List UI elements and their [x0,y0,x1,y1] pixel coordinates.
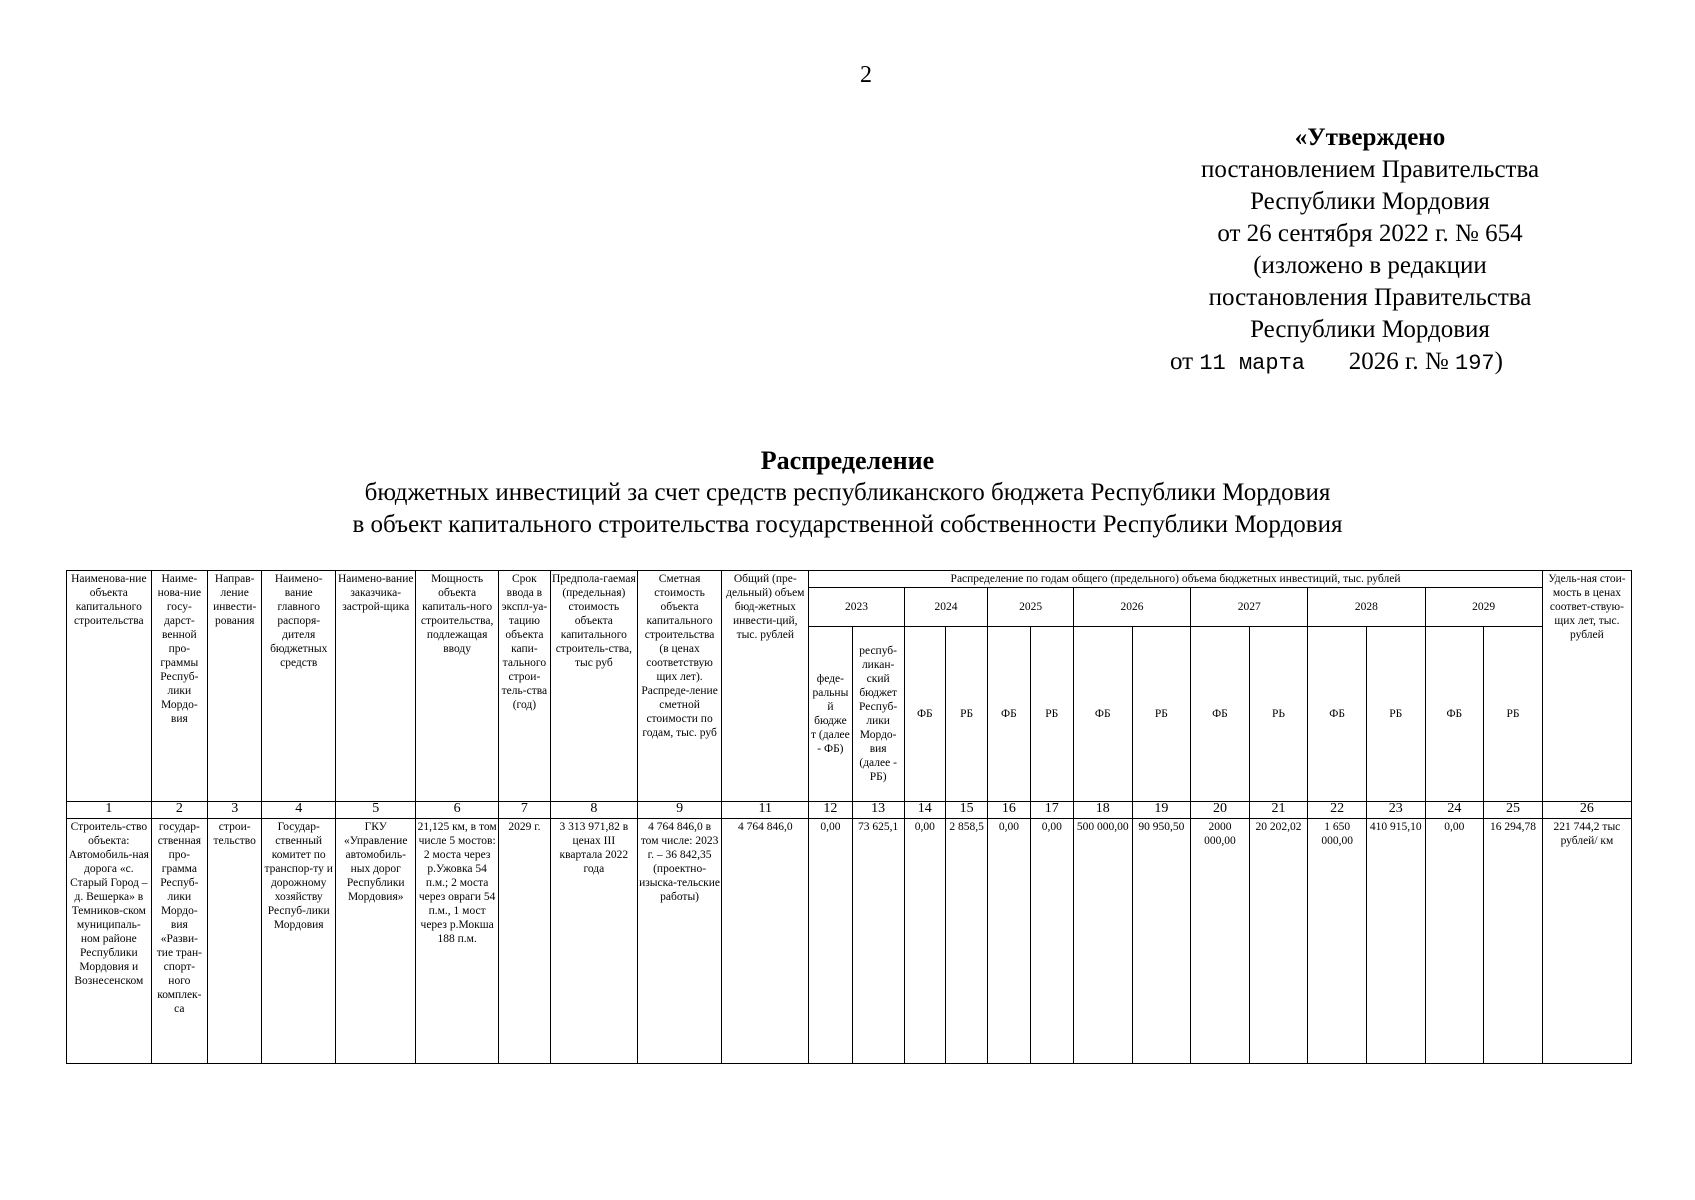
cell-2023-rb: 73 625,1 [852,819,904,1064]
column-number: 6 [416,802,498,819]
year-2029: 2029 [1425,588,1542,627]
subheader-rb: РБ [1366,627,1425,802]
investment-table [66,570,1632,1064]
column-number: 16 [988,802,1030,819]
column-number: 3 [208,802,262,819]
subheader-rb-alt: РЬ [1249,627,1308,802]
subheader-fb: ФБ [1308,627,1367,802]
cell-2025-rb: 0,00 [1030,819,1073,1064]
column-number: 8 [550,802,637,819]
header-estimated-cost: Предпола-гаемая (предельная) стоимость объекта капитального строитель-ства, тыс руб [550,571,637,802]
header-program-name: Наиме-нова-ние госу-дарст-венной про-граммы Респуб-лики Мордо-вия [151,571,207,802]
cell-2027-rb: 20 202,02 [1249,819,1308,1064]
approval-line: (изложено в редакции [1253,252,1487,279]
header-unit-cost: Удель-ная стои-мость в ценах соответ-ствую-щих лет, тыс. рублей [1542,571,1631,802]
page-number: 2 [860,62,872,88]
header-object-name: Наименова-ние объекта капитального строительства [67,571,152,802]
approval-prefix: от [1170,348,1200,375]
cell-estimated-cost: 3 313 971,82 в ценах III квартала 2022 года [550,819,637,1064]
document-title [0,445,1695,541]
approval-stamp [1150,122,1590,380]
cell-unit-cost: 221 744,2 тыс рублей/ км [1542,819,1631,1064]
cell-total-volume: 4 764 846,0 [722,819,809,1064]
column-number: 1 [67,802,152,819]
cell-2029-rb: 16 294,78 [1484,819,1543,1064]
approval-date-line [1150,346,1590,380]
header-customer: Наимено-вание заказчика-застрой-щика [336,571,416,802]
year-2026: 2026 [1073,588,1190,627]
column-number: 13 [852,802,904,819]
approval-mid: 2026 г. № [1304,348,1456,375]
approval-day: 11 марта [1199,351,1305,376]
column-number: 26 [1542,802,1631,819]
subheader-fb: ФБ [988,627,1030,802]
column-number: 19 [1132,802,1191,819]
column-number: 12 [809,802,852,819]
header-total-volume: Общий (пре-дельный) объем бюд-жетных инвести-ций, тыс. рублей [722,571,809,802]
column-number: 21 [1249,802,1308,819]
column-number: 22 [1308,802,1367,819]
cell-budget-cost: 4 764 846,0 в том числе: 2023 г. – 36 842,35 (проектно-изыска-тельские работы) [637,819,722,1064]
column-number: 11 [722,802,809,819]
approval-line: Республики Мордовия [1250,316,1490,343]
table-row [67,819,1632,1064]
column-number: 20 [1191,802,1250,819]
subheader-rb: РБ [1030,627,1073,802]
subheader-rb: РБ [945,627,987,802]
subheader-rb: РБ [1484,627,1543,802]
column-number: 17 [1030,802,1073,819]
subheader-rb-full: респуб-ликан-ский бюджет Респуб-лики Мордо-вия (далее - РБ) [852,627,904,802]
cell-2026-fb: 500 000,00 [1073,819,1132,1064]
approval-suffix: ) [1494,348,1503,375]
title-line: бюджетных инвестиций за счет средств республиканского бюджета Республики Мордовия [364,479,1331,506]
approval-number: 197 [1455,351,1495,376]
title-line: в объект капитального строительства государственной собственности Республики Мордовия [352,511,1343,538]
subheader-fb: ФБ [1425,627,1484,802]
header-capacity: Мощность объекта капиталь-ного строительства, подлежащая вводу [416,571,498,802]
subheader-fb-full: феде-ральны й бюдже т (далее - ФБ) [809,627,852,802]
header-distribution: Распределение по годам общего (предельного) объема бюджетных инвестиций, тыс. рублей [809,571,1543,588]
column-number: 24 [1425,802,1484,819]
column-number: 25 [1484,802,1543,819]
year-2025: 2025 [988,588,1074,627]
column-number: 9 [637,802,722,819]
cell-2027-fb: 2000 000,00 [1191,819,1250,1064]
header-manager: Наимено-вание главного распоря-дителя бюджетных средств [262,571,336,802]
year-2027: 2027 [1191,588,1308,627]
cell-2028-fb: 1 650 000,00 [1308,819,1367,1064]
approval-line: Республики Мордовия [1250,188,1490,215]
cell-direction: строи-тельство [208,819,262,1064]
approval-head: «Утверждено [1294,124,1446,151]
header-row [67,571,1632,588]
column-number: 2 [151,802,207,819]
subheader-fb: ФБ [1191,627,1250,802]
header-direction: Направ-ление инвести-рования [208,571,262,802]
cell-program-name: государ-ственная про-грамма Респуб-лики Мордо-вия «Разви-тие тран-спорт-ного комплек-са [151,819,207,1064]
year-2024: 2024 [904,588,988,627]
title-main: Распределение [760,446,935,475]
cell-term: 2029 г. [498,819,550,1064]
cell-2029-fb: 0,00 [1425,819,1484,1064]
year-2023: 2023 [809,588,904,627]
column-number: 5 [336,802,416,819]
cell-customer: ГКУ «Управление автомобиль-ных дорог Республики Мордовия» [336,819,416,1064]
approval-line: от 26 сентября 2022 г. № 654 [1217,220,1523,247]
cell-capacity: 21,125 км, в том числе 5 мостов: 2 моста через р.Ужовка 54 п.м.; 2 моста через овраги 54 п.м., 1 мост через р.Мокша 188 п.м. [416,819,498,1064]
column-number: 14 [904,802,945,819]
cell-2028-rb: 410 915,10 [1366,819,1425,1064]
header-budget-cost: Сметная стоимость объекта капитального строительства (в ценах соответствую щих лет). Распреде-ление сметной стоимости по годам, тыс. руб [637,571,722,802]
subheader-fb: ФБ [904,627,945,802]
cell-2026-rb: 90 950,50 [1132,819,1191,1064]
cell-manager: Государ-ственный комитет по транспор-ту и дорожному хозяйству Респуб-лики Мордовия [262,819,336,1064]
column-number: 23 [1366,802,1425,819]
cell-2023-fb: 0,00 [809,819,852,1064]
subheader-fb: ФБ [1073,627,1132,802]
header-term: Срок ввода в экспл-уа-тацию объекта капи-тального строи-тель-ства (год) [498,571,550,802]
cell-2024-rb: 2 858,5 [945,819,987,1064]
cell-2024-fb: 0,00 [904,819,945,1064]
column-number: 7 [498,802,550,819]
cell-2025-fb: 0,00 [988,819,1030,1064]
column-number: 18 [1073,802,1132,819]
year-2028: 2028 [1308,588,1425,627]
column-numbers-row [67,802,1632,819]
column-number: 15 [945,802,987,819]
approval-line: постановлением Правительства [1200,156,1540,183]
cell-object-name: Строитель-ство объекта: Автомобиль-ная дорога «с. Старый Город – д. Вешерка» в Темников-ском муниципаль-ном районе Республики Мордовия и Вознесенском [67,819,152,1064]
column-number: 4 [262,802,336,819]
subheader-rb: РБ [1132,627,1191,802]
approval-line: постановления Правительства [1208,284,1532,311]
